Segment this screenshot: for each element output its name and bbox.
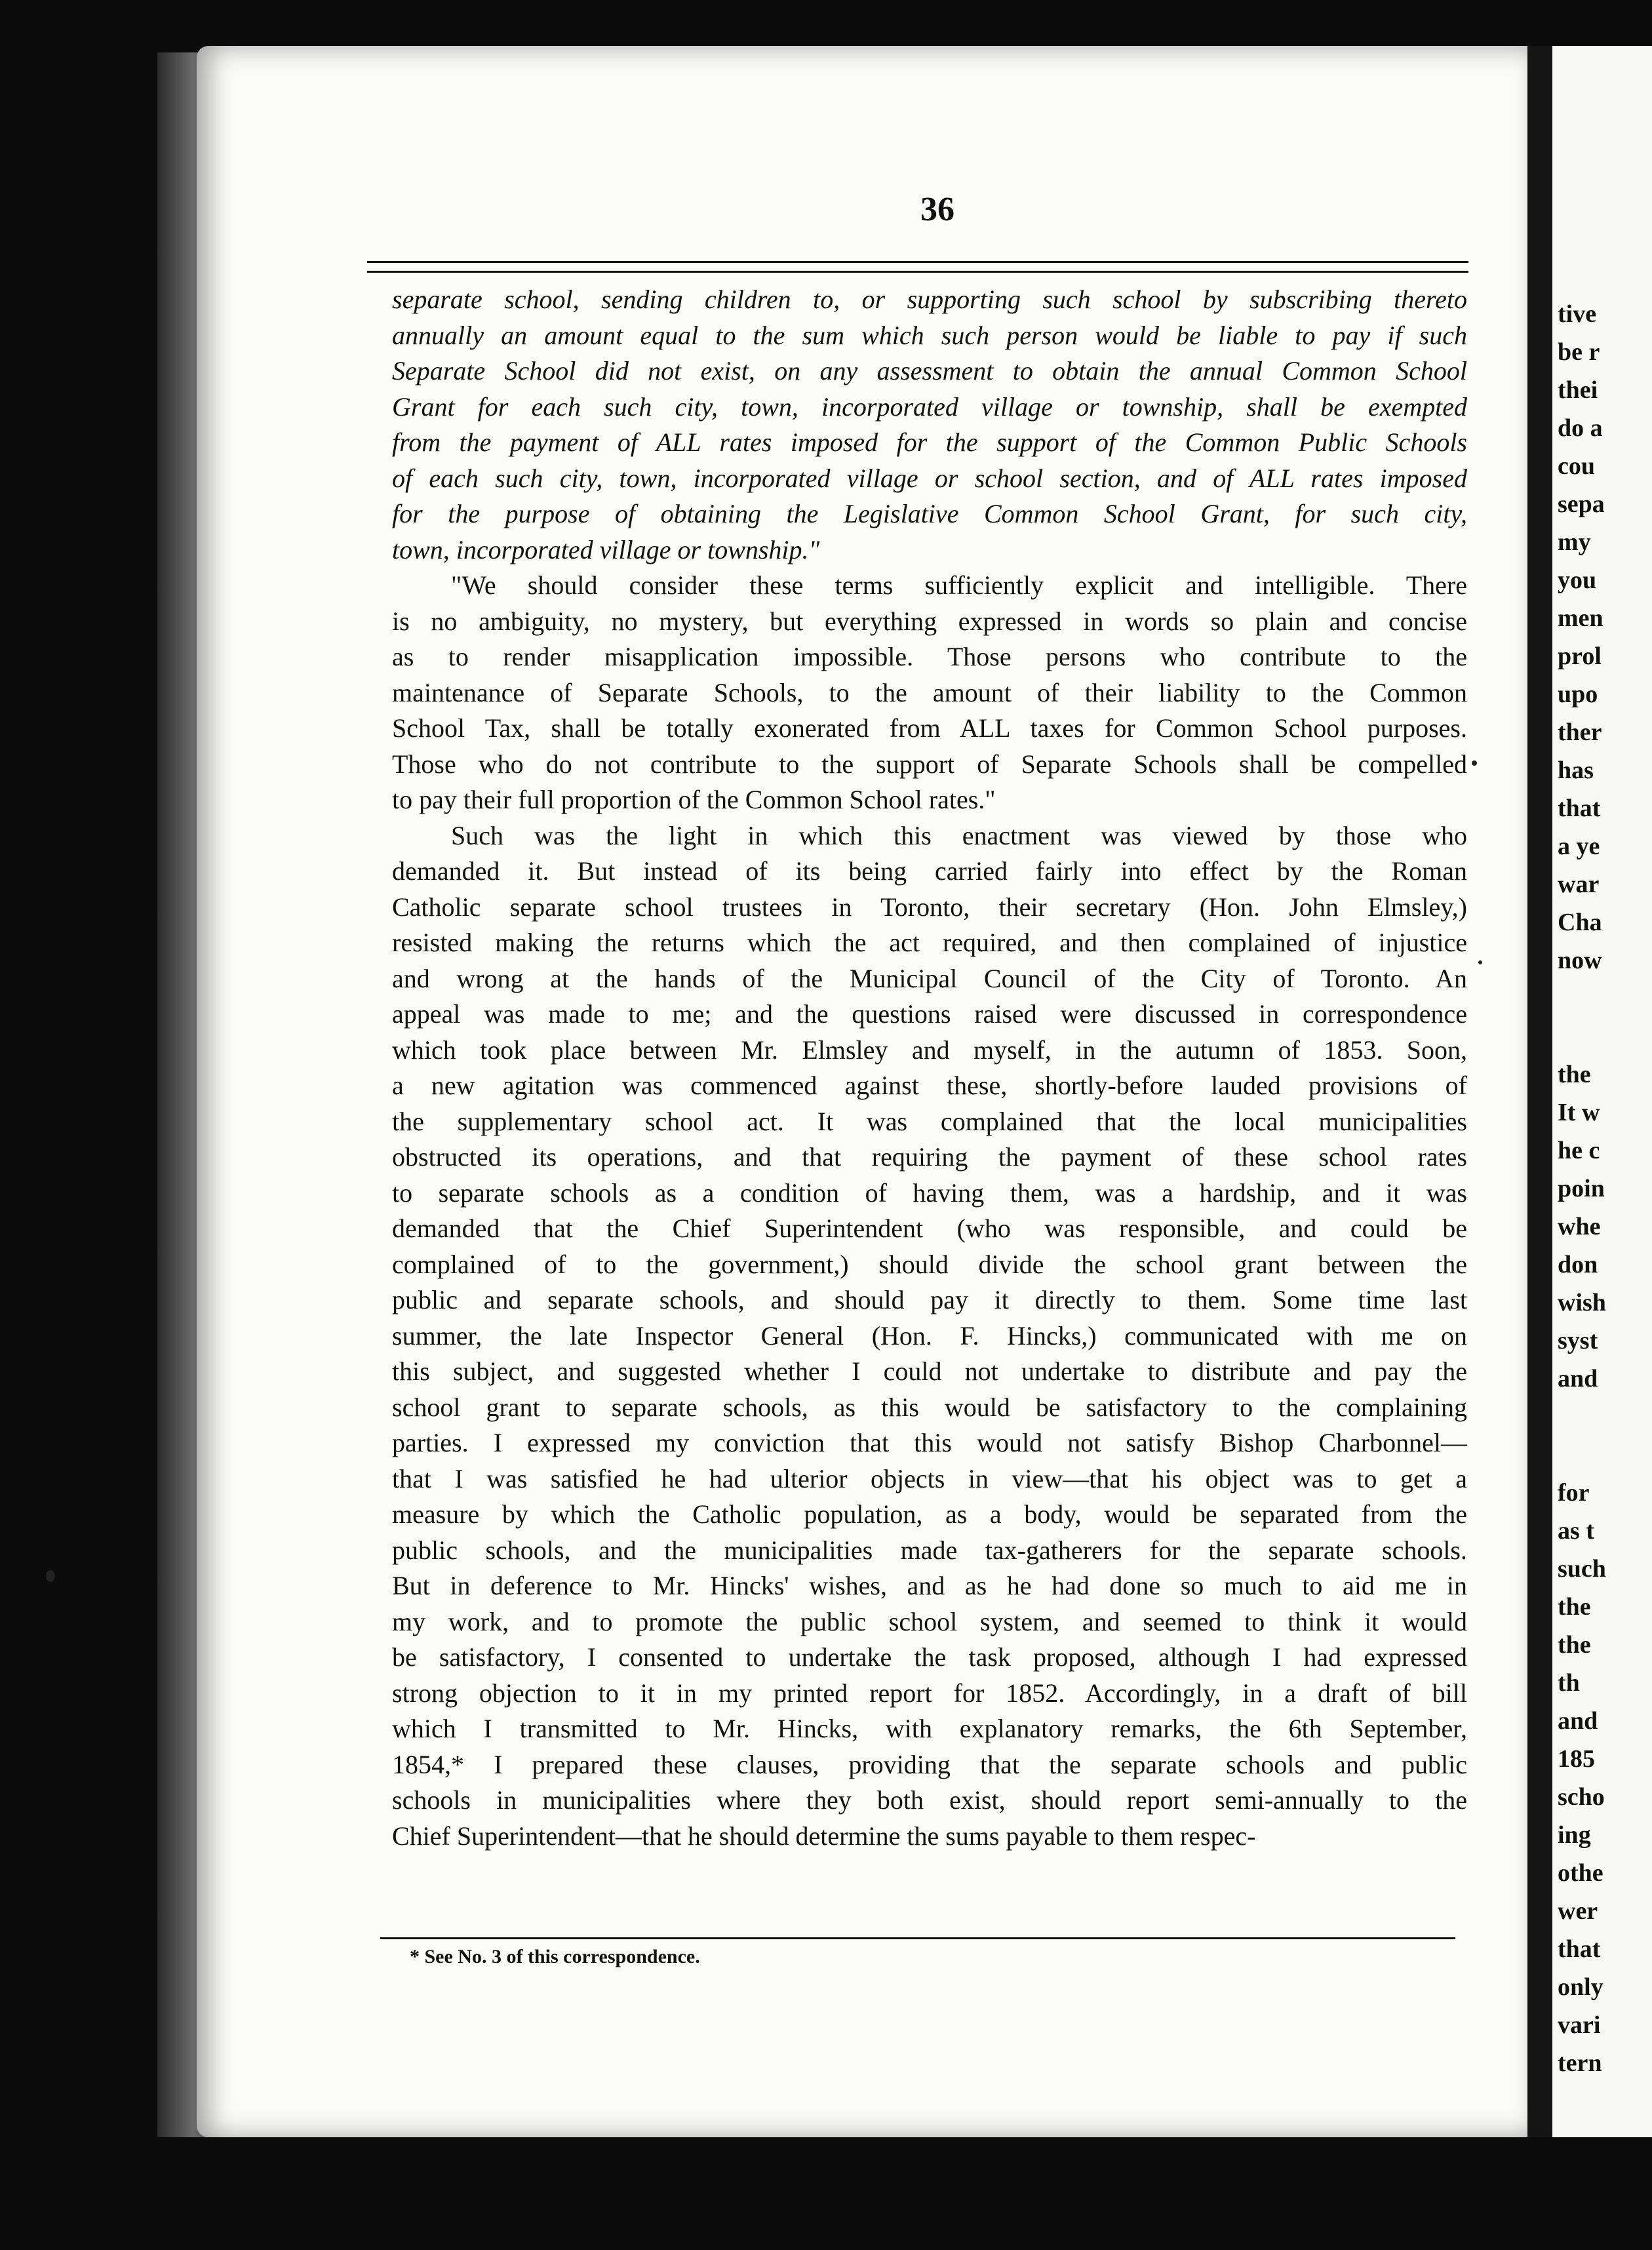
text-line: of each such city, town, incorporated village or school section, and of ALL rates imposed xyxy=(392,463,1467,493)
facing-page-fragment: tive xyxy=(1558,300,1597,328)
text-line: complained of to the government,) should divide the school grant between the xyxy=(392,1249,1467,1279)
facing-page-fragment: wer xyxy=(1558,1897,1598,1925)
facing-page-fragment: whe xyxy=(1558,1213,1601,1240)
text-line: parties. I expressed my conviction that this would not satisfy Bishop Charbonnel— xyxy=(392,1428,1467,1457)
facing-page-fragment: vari xyxy=(1558,2011,1601,2039)
page-number: 36 xyxy=(920,191,954,228)
text-line: and wrong at the hands of the Municipal Council of the City of Toronto. An xyxy=(392,963,1467,993)
footnote-rule xyxy=(380,1937,1455,1939)
text-line: that I was satisfied he had ulterior objects in view—that his object was to get a xyxy=(392,1463,1467,1493)
text-line: for the purpose of obtaining the Legislative Common School Grant, for such city, xyxy=(392,499,1467,528)
text-line: maintenance of Separate Schools, to the amount of their liability to the Common xyxy=(392,677,1467,707)
text-line: 1854,* I prepared these clauses, providing that the separate schools and public xyxy=(392,1749,1467,1779)
text-line: strong objection to it in my printed report for 1852. Accordingly, in a draft of bill xyxy=(392,1678,1467,1708)
header-double-rule xyxy=(367,261,1468,273)
facing-page-fragment: wish xyxy=(1558,1289,1606,1316)
facing-page-fragment: sepa xyxy=(1558,490,1605,518)
facing-page-fragment: that xyxy=(1558,1935,1601,1963)
facing-page-fragment: cou xyxy=(1558,452,1595,480)
text-line: a new agitation was commenced against these, shortly-before lauded provisions of xyxy=(392,1071,1467,1100)
facing-page-fragment: do a xyxy=(1558,414,1603,442)
text-line: schools in municipalities where they both exist, should report semi-annually to the xyxy=(392,1785,1467,1815)
book-gutter xyxy=(1527,46,1552,2137)
text-line: annually an amount equal to the sum which such person would be liable to pay if such xyxy=(392,320,1467,350)
facing-page-fragment: and xyxy=(1558,1365,1598,1392)
facing-page-edge xyxy=(1552,46,1652,2137)
facing-page-fragment: that xyxy=(1558,795,1601,822)
facing-page-fragment: for xyxy=(1558,1479,1590,1507)
text-line: school grant to separate schools, as this would be satisfactory to the complaining xyxy=(392,1392,1467,1422)
facing-page-fragment: now xyxy=(1558,947,1602,974)
page-body-text xyxy=(392,282,1467,1854)
facing-page-fragment: men xyxy=(1558,604,1603,632)
text-line: town, incorporated village or township." xyxy=(392,534,820,564)
facing-page-fragment: thei xyxy=(1558,376,1598,404)
facing-page-fragment: ther xyxy=(1558,719,1602,746)
facing-page-fragment: he c xyxy=(1558,1137,1600,1164)
text-line: measure by which the Catholic population, as a body, would be separated from the xyxy=(392,1499,1467,1529)
text-line: Separate School did not exist, on any assessment to obtain the annual Common School xyxy=(392,356,1467,385)
facing-page-fragment: th xyxy=(1558,1669,1580,1697)
text-line: "We should consider these terms sufficiently explicit and intelligible. There xyxy=(451,570,1467,600)
facing-page-fragment: ing xyxy=(1558,1821,1591,1849)
text-line: demanded that the Chief Superintendent (who was responsible, and could be xyxy=(392,1214,1467,1243)
facing-page-fragment: my xyxy=(1558,528,1591,556)
facing-page-text xyxy=(1558,295,1652,2082)
text-line: as to render misapplication impossible. Those persons who contribute to the xyxy=(392,642,1467,671)
facing-page-fragment: the xyxy=(1558,1061,1591,1088)
text-line: summer, the late Inspector General (Hon. F. Hincks,) communicated with me on xyxy=(392,1320,1467,1351)
facing-page-fragment: tern xyxy=(1558,2049,1602,2077)
text-line: Chief Superintendent—that he should determine the sums payable to them respec- xyxy=(392,1821,1256,1851)
text-line: School Tax, shall be totally exonerated from ALL taxes for Common School purposes. xyxy=(392,713,1467,743)
facing-page-fragment: don xyxy=(1558,1251,1598,1278)
facing-page-fragment: war xyxy=(1558,871,1600,898)
facing-page-fragment: has xyxy=(1558,757,1594,784)
text-line: which I transmitted to Mr. Hincks, with explanatory remarks, the 6th September, xyxy=(392,1714,1467,1743)
facing-page-fragment: othe xyxy=(1558,1859,1603,1887)
text-line: appeal was made to me; and the questions raised were discussed in correspondence xyxy=(392,999,1467,1029)
facing-page-fragment: you xyxy=(1558,566,1597,594)
facing-page-fragment: such xyxy=(1558,1555,1606,1583)
footnote: * See No. 3 of this correspondence. xyxy=(410,1946,700,1967)
facing-page-fragment: upo xyxy=(1558,681,1598,708)
facing-page-fragment xyxy=(1558,1398,1652,1474)
text-line: the supplementary school act. It was complained that the local municipalities xyxy=(392,1106,1467,1136)
text-line: obstructed its operations, and that requiring the payment of these school rates xyxy=(392,1142,1467,1172)
facing-page-fragment: only xyxy=(1558,1973,1603,2001)
text-line: which took place between Mr. Elmsley and myself, in the autumn of 1853. Soon, xyxy=(392,1035,1467,1065)
facing-page-fragment: the xyxy=(1558,1593,1591,1621)
facing-page-fragment: as t xyxy=(1558,1517,1594,1545)
text-line: to pay their full proportion of the Common School rates." xyxy=(392,785,996,814)
scan-speck xyxy=(1478,960,1482,964)
facing-page-fragment: scho xyxy=(1558,1783,1605,1811)
text-line: demanded it. But instead of its being carried fairly into effect by the Roman xyxy=(392,856,1467,886)
text-line: Such was the light in which this enactment was viewed by those who xyxy=(451,820,1467,850)
facing-page-fragment: the xyxy=(1558,1631,1591,1659)
facing-page-fragment: be r xyxy=(1558,338,1600,366)
facing-page-fragment: poin xyxy=(1558,1175,1605,1202)
text-line: separate school, sending children to, or supporting such school by subscribing thereto xyxy=(392,285,1467,314)
facing-page-fragment: 185 xyxy=(1558,1745,1595,1773)
text-line: this subject, and suggested whether I could not undertake to distribute and pay the xyxy=(392,1356,1467,1386)
scan-speck xyxy=(46,1570,55,1582)
facing-page-fragment: and xyxy=(1558,1707,1598,1735)
text-line: Those who do not contribute to the support of Separate Schools shall be compelled xyxy=(392,749,1467,779)
facing-page-fragment: syst xyxy=(1558,1327,1598,1354)
scan-speck xyxy=(1472,760,1477,766)
text-line: resisted making the returns which the act required, and then complained of injustice xyxy=(392,928,1467,957)
facing-page-fragment: It w xyxy=(1558,1099,1600,1126)
facing-page-fragment: Cha xyxy=(1558,909,1602,936)
text-line: to separate schools as a condition of having them, was a hardship, and it was xyxy=(392,1177,1467,1208)
text-line: from the payment of ALL rates imposed for the support of the Common Public Schools xyxy=(392,427,1467,457)
text-line: my work, and to promote the public school system, and seemed to think it would xyxy=(392,1606,1467,1636)
text-line: is no ambiguity, no mystery, but everything expressed in words so plain and concise xyxy=(392,606,1467,636)
facing-page-fragment xyxy=(1558,979,1652,1056)
text-line: public schools, and the municipalities made tax-gatherers for the separate schools. xyxy=(392,1535,1467,1565)
facing-page-fragment: a ye xyxy=(1558,833,1600,860)
text-line: Catholic separate school trustees in Toronto, their secretary (Hon. John Elmsley,) xyxy=(392,892,1467,922)
facing-page-fragment: prol xyxy=(1558,642,1602,670)
text-line: public and separate schools, and should pay it directly to them. Some time last xyxy=(392,1285,1467,1314)
text-line: be satisfactory, I consented to undertake the task proposed, although I had expressed xyxy=(392,1642,1467,1672)
text-line: But in deference to Mr. Hincks' wishes, and as he had done so much to aid me in xyxy=(392,1571,1467,1600)
text-line: Grant for each such city, town, incorporated village or township, shall be exempted xyxy=(392,391,1467,422)
